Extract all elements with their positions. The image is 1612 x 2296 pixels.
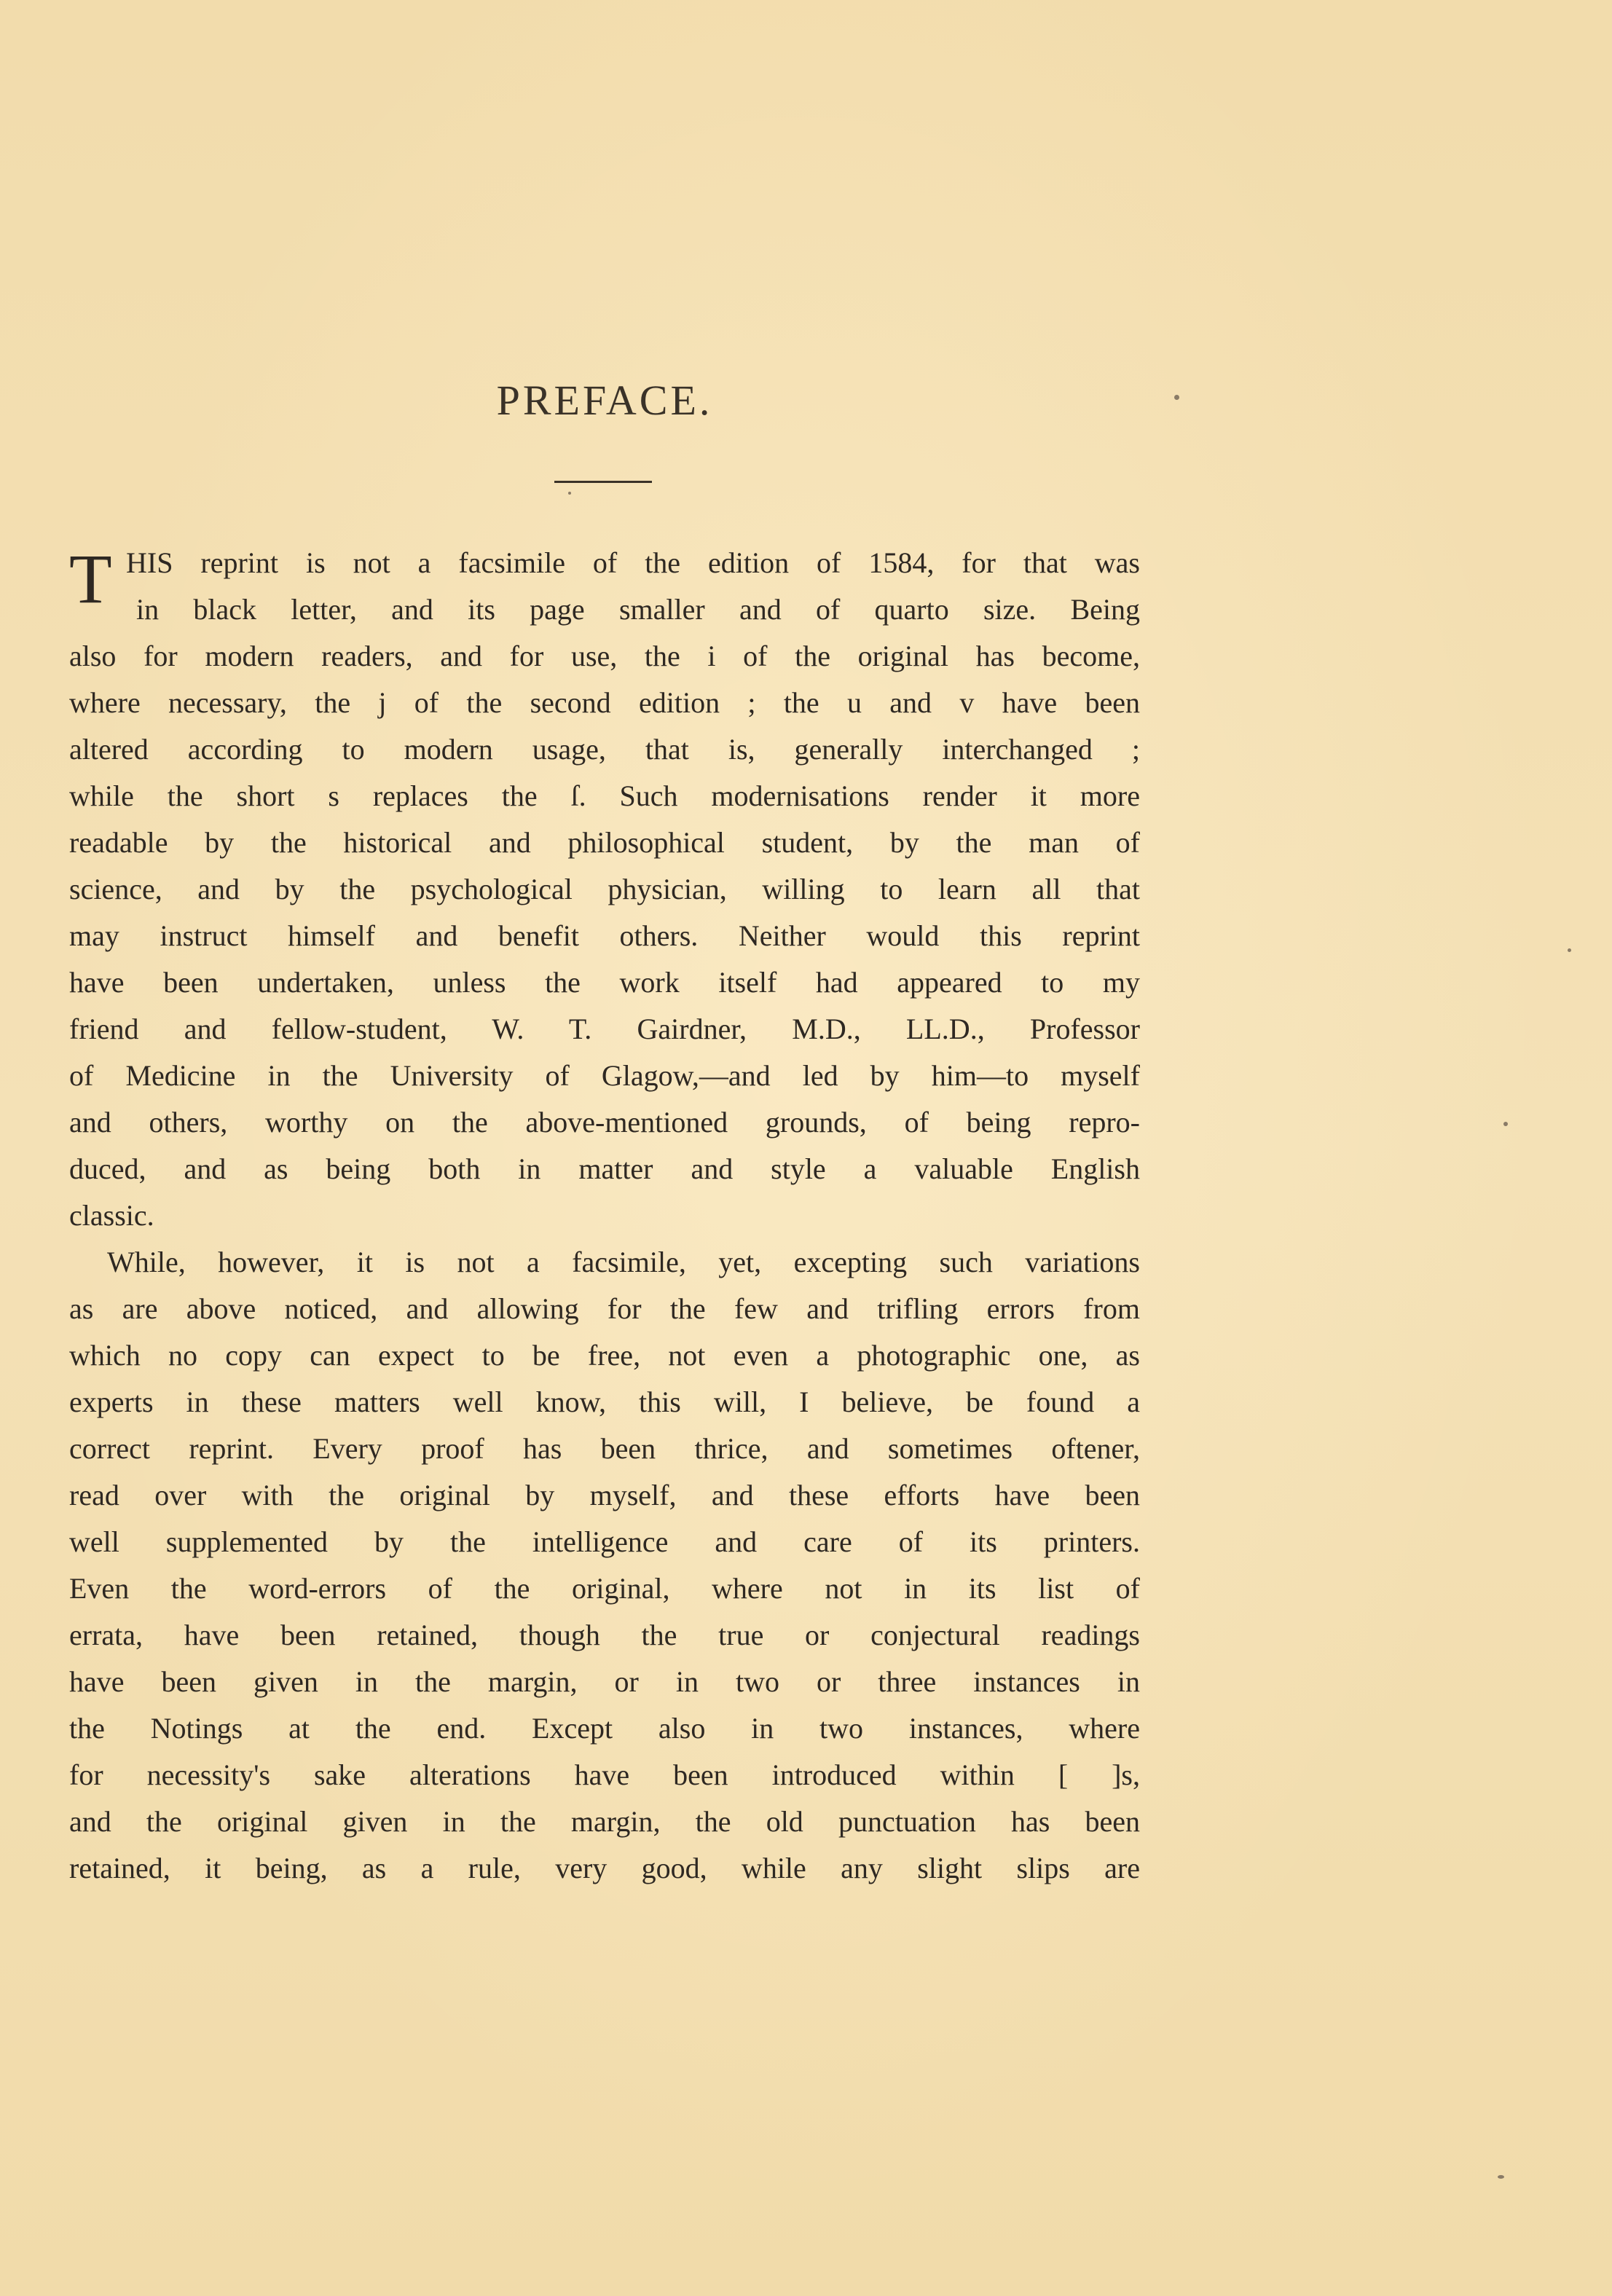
page-title: PREFACE. <box>496 377 713 424</box>
text-line: and others, worthy on the above-mentioned grounds, of being repro- <box>69 1106 1140 1139</box>
text-line: well supplemented by the intelligence and care of its printers. <box>69 1525 1140 1558</box>
text-line: altered according to modern usage, that is, generally interchanged ; <box>69 733 1140 766</box>
text-line: experts in these matters well know, this will, I believe, be found a <box>69 1385 1140 1418</box>
text-line: HIS reprint is not a facsimile of the edition of 1584, for that was <box>126 546 1140 579</box>
text-line: of Medicine in the University of Glagow,—and led by him—to myself <box>69 1059 1140 1092</box>
text-line: have been undertaken, unless the work itself had appeared to my <box>69 966 1140 999</box>
text-line: and the original given in the margin, the old punctuation has been <box>69 1805 1140 1838</box>
text-line: Even the word-errors of the original, where not in its list of <box>69 1572 1140 1605</box>
text-line: duced, and as being both in matter and style a valuable English <box>69 1152 1140 1185</box>
text-line: as are above noticed, and allowing for the few and trifling errors from <box>69 1292 1140 1325</box>
text-line: also for modern readers, and for use, the i of the original has become, <box>69 640 1140 672</box>
text-line: correct reprint. Every proof has been thrice, and sometimes oftener, <box>69 1432 1140 1465</box>
drop-cap: T <box>69 540 112 618</box>
text-line: may instruct himself and benefit others. Neither would this reprint <box>69 919 1140 952</box>
text-line: retained, it being, as a rule, very good, while any slight slips are <box>69 1852 1140 1884</box>
text-line: where necessary, the j of the second edition ; the u and v have been <box>69 686 1140 719</box>
text-line: errata, have been retained, though the true or conjectural readings <box>69 1619 1140 1651</box>
text-line: in black letter, and its page smaller and of quarto size. Being <box>136 593 1140 626</box>
title-rule <box>554 481 652 483</box>
text-line: while the short s replaces the ſ. Such modernisations render it more <box>69 779 1140 812</box>
text-line: have been given in the margin, or in two or three instances in <box>69 1665 1140 1698</box>
paper-speck <box>1498 2175 1504 2179</box>
text-line: While, however, it is not a facsimile, yet, excepting such variations <box>107 1246 1140 1278</box>
text-line: readable by the historical and philosophical student, by the man of <box>69 826 1140 859</box>
paper-speck <box>1174 395 1179 400</box>
text-line: classic. <box>69 1199 154 1232</box>
text-line: the Notings at the end. Except also in two instances, where <box>69 1712 1140 1745</box>
paper-speck <box>1503 1122 1508 1126</box>
text-line: friend and fellow-student, W. T. Gairdner, M.D., LL.D., Professor <box>69 1013 1140 1045</box>
paper-speck <box>1568 948 1571 952</box>
text-line: which no copy can expect to be free, not even a photographic one, as <box>69 1339 1140 1372</box>
text-line: science, and by the psychological physician, willing to learn all that <box>69 873 1140 905</box>
paper-speck <box>568 492 571 495</box>
preface-body <box>69 540 1140 1892</box>
text-line: for necessity's sake alterations have been introduced within [ ]s, <box>69 1758 1140 1791</box>
text-line: read over with the original by myself, and these efforts have been <box>69 1479 1140 1511</box>
